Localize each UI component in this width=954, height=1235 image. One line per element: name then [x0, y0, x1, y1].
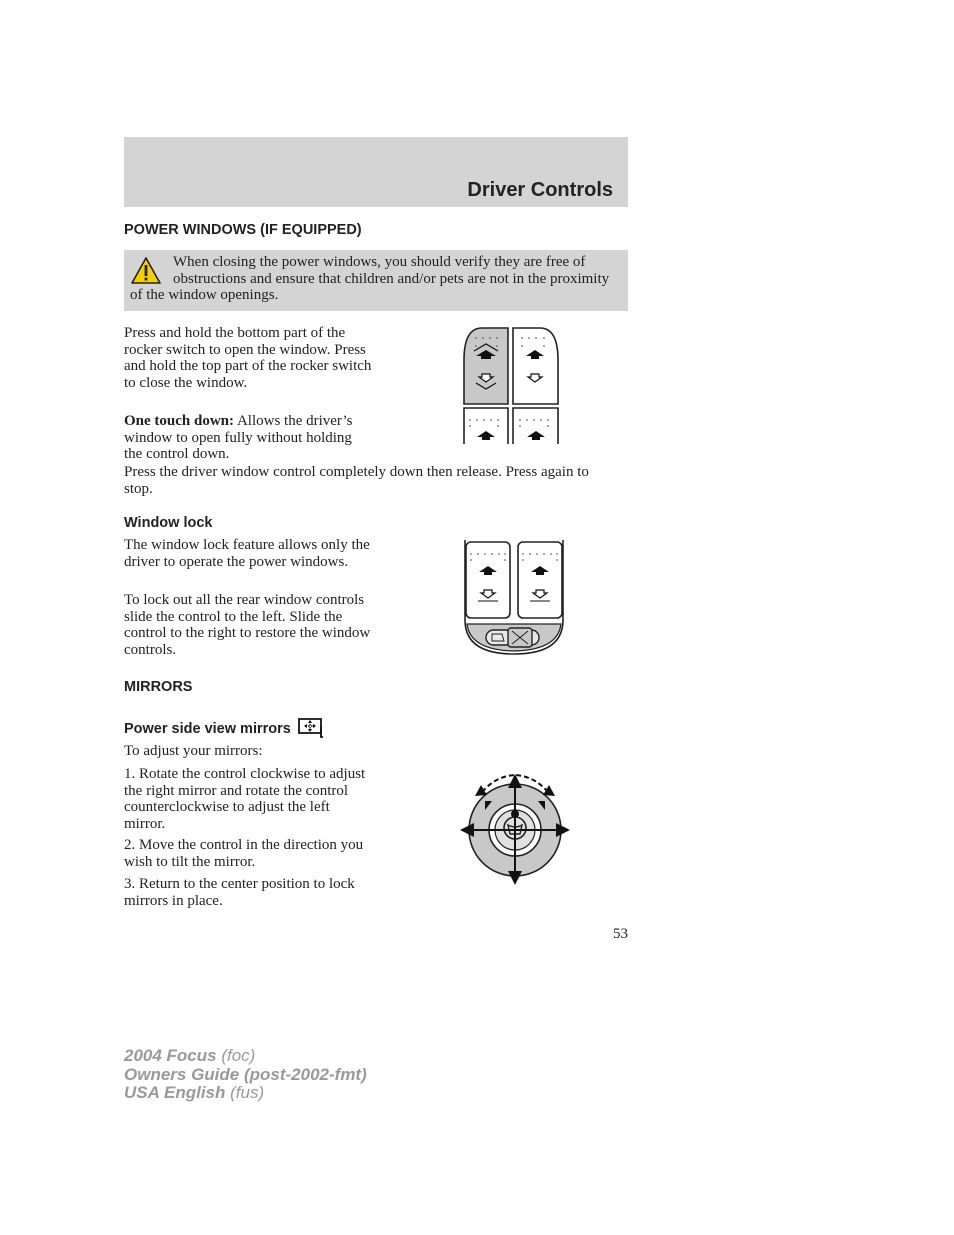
mirrors-step-1: 1. Rotate the control clockwise to adjust the right mirror and rotate the control counterclockwise to adjust the left mirror.: [124, 766, 366, 832]
header-band: [124, 137, 628, 207]
warning-box: [124, 250, 628, 311]
driver-window-paragraph: Press the driver window control completely down then release. Press again to stop.: [124, 464, 589, 497]
warning-text: When closing the power windows, you should verify they are free of obstructions and ensure that children and/or pets are not in the proximity of the window openings.: [130, 254, 610, 303]
document-footer: [124, 1047, 367, 1103]
mirror-control-figure: [458, 768, 572, 888]
one-touch-text: Allows the driver’s window to open fully without holding the control down.: [124, 413, 353, 462]
window-lock-figure: [462, 540, 566, 658]
window-lock-paragraph-2: To lock out all the rear window controls slide the control to the left. Slide the control to the right to restore the window controls.: [124, 592, 371, 658]
power-windows-heading: POWER WINDOWS (IF EQUIPPED): [124, 222, 362, 238]
window-lock-paragraph-1: The window lock feature allows only the driver to operate the power windows.: [124, 537, 370, 570]
mirrors-step-2: 2. Move the control in the direction you wish to tilt the mirror.: [124, 837, 364, 870]
power-mirrors-heading-text: Power side view mirrors: [124, 721, 291, 737]
footer-line-2: Owners Guide (post-2002-fmt): [124, 1064, 367, 1084]
footer-line-1: 2004 Focus (foc): [124, 1046, 256, 1065]
one-touch-paragraph: [124, 413, 364, 463]
footer-line-3: USA English (fus): [124, 1083, 265, 1102]
one-touch-label: One touch down:: [124, 413, 235, 429]
power-mirrors-heading: [124, 717, 325, 739]
section-title: Driver Controls: [467, 179, 613, 201]
mirrors-intro: To adjust your mirrors:: [124, 743, 263, 759]
window-lock-heading: Window lock: [124, 515, 213, 531]
page-number: 53: [613, 926, 628, 942]
mirrors-step-3: 3. Return to the center position to lock mirrors in place.: [124, 876, 355, 909]
power-mirror-icon: [297, 717, 325, 739]
power-window-switch-figure: [460, 326, 562, 446]
mirrors-heading: MIRRORS: [124, 679, 193, 695]
power-windows-paragraph: Press and hold the bottom part of the rocker switch to open the window. Press and hold the top part of the rocker switch to close the window.: [124, 325, 372, 391]
